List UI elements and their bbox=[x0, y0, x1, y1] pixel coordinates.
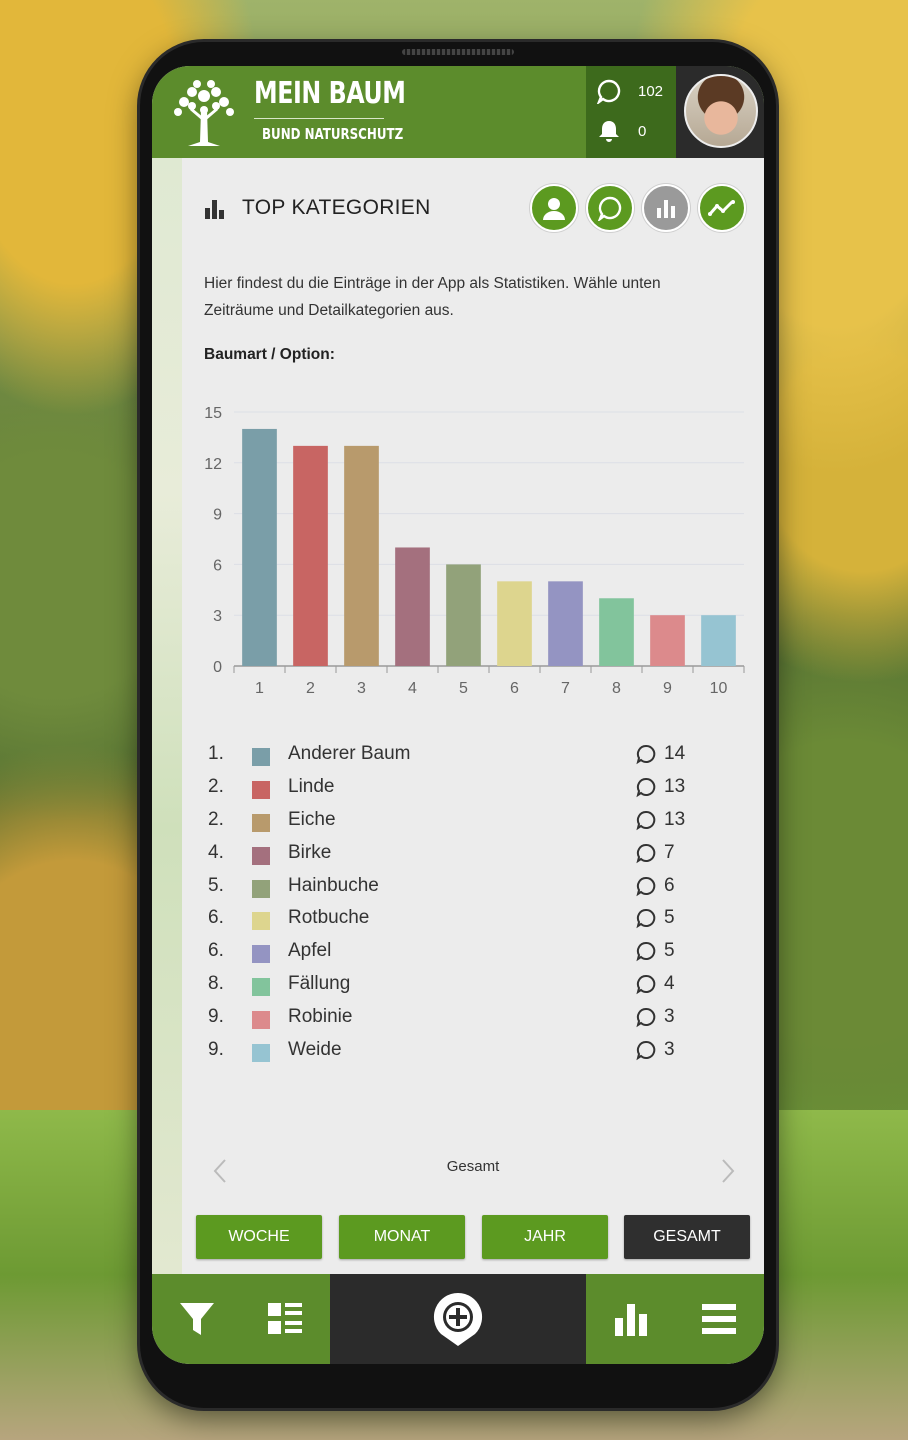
map-background-strip bbox=[152, 158, 182, 1274]
bottom-navigation bbox=[152, 1274, 764, 1364]
period-label: Gesamt bbox=[446, 1158, 500, 1175]
legend-rank: 6. bbox=[208, 907, 224, 929]
x-tick-label: 1 bbox=[255, 680, 264, 697]
legend-rank: 9. bbox=[208, 1006, 224, 1028]
list-view-icon[interactable] bbox=[266, 1300, 304, 1338]
user-stats-button[interactable] bbox=[530, 184, 578, 232]
legend-row bbox=[208, 907, 748, 940]
legend-count: 7 bbox=[664, 841, 675, 863]
y-tick-label: 12 bbox=[204, 455, 222, 473]
legend-count: 14 bbox=[664, 743, 686, 764]
legend-label: Eiche bbox=[288, 808, 336, 830]
entry-pin-icon bbox=[636, 744, 656, 766]
legend-label: Weide bbox=[288, 1039, 342, 1061]
legend-label: Anderer Baum bbox=[288, 743, 411, 764]
avatar[interactable] bbox=[684, 74, 758, 148]
legend-swatch bbox=[252, 1011, 270, 1029]
bar bbox=[650, 615, 685, 666]
legend-count: 3 bbox=[664, 1039, 675, 1061]
entry-pin-icon bbox=[636, 1007, 656, 1029]
legend-row bbox=[208, 809, 748, 842]
bar-chart-icon bbox=[204, 196, 226, 220]
app-subtitle: BUND NATURSCHUTZ bbox=[262, 125, 404, 143]
bar bbox=[599, 598, 634, 666]
statistics-icon[interactable] bbox=[612, 1300, 650, 1338]
legend-swatch bbox=[252, 978, 270, 996]
entry-pin-icon bbox=[636, 777, 656, 799]
legend-count: 13 bbox=[664, 808, 686, 830]
legend-rank: 9. bbox=[208, 1039, 224, 1061]
profile-area[interactable] bbox=[676, 66, 764, 158]
legend-swatch bbox=[252, 781, 270, 799]
entry-pin-icon bbox=[636, 876, 656, 898]
category-label: Baumart / Option: bbox=[204, 346, 335, 363]
entries-counter[interactable] bbox=[586, 76, 676, 106]
legend-swatch bbox=[252, 945, 270, 963]
legend-label: Rotbuche bbox=[288, 907, 370, 929]
bar bbox=[293, 446, 328, 666]
legend-label: Birke bbox=[288, 841, 332, 863]
legend-row bbox=[208, 875, 748, 908]
bar-chart-icon bbox=[654, 196, 678, 220]
bar bbox=[242, 429, 277, 666]
app-header bbox=[152, 66, 764, 158]
app-title: MEIN BAUM bbox=[254, 76, 406, 111]
legend-row bbox=[208, 1006, 748, 1039]
page-title: TOP KATEGORIEN bbox=[242, 196, 431, 219]
bar bbox=[446, 564, 481, 666]
entries-count: 102 bbox=[638, 83, 664, 100]
legend-count: 3 bbox=[664, 1006, 675, 1028]
top-categories-button[interactable] bbox=[642, 184, 690, 232]
notifications-count: 0 bbox=[638, 123, 647, 140]
x-tick-label: 8 bbox=[612, 680, 621, 697]
x-tick-label: 4 bbox=[408, 680, 417, 697]
category-legend bbox=[208, 743, 748, 1072]
legend-rank: 8. bbox=[208, 973, 224, 995]
legend-swatch bbox=[252, 814, 270, 832]
legend-swatch bbox=[252, 912, 270, 930]
week-button[interactable]: WOCHE bbox=[196, 1215, 322, 1259]
legend-label: Fällung bbox=[288, 973, 351, 995]
next-period-arrow-icon[interactable] bbox=[720, 1158, 736, 1184]
x-tick-label: 10 bbox=[709, 680, 728, 697]
trend-line-icon bbox=[708, 196, 736, 220]
legend-rank: 2. bbox=[208, 775, 224, 797]
bar bbox=[395, 547, 430, 666]
y-tick-label: 3 bbox=[213, 608, 222, 626]
phone-frame bbox=[140, 42, 776, 1408]
bell-icon bbox=[596, 118, 622, 144]
legend-row bbox=[208, 842, 748, 875]
x-tick-label: 3 bbox=[357, 680, 366, 697]
bar bbox=[548, 581, 583, 666]
statistics-panel bbox=[182, 158, 764, 1274]
entry-pin-icon bbox=[597, 195, 623, 221]
y-tick-label: 0 bbox=[213, 659, 222, 676]
legend-label: Hainbuche bbox=[288, 874, 379, 896]
legend-count: 4 bbox=[664, 973, 675, 995]
notifications-counter[interactable] bbox=[586, 116, 676, 146]
entry-pin-icon bbox=[596, 78, 622, 104]
legend-rank: 6. bbox=[208, 940, 224, 962]
legend-rank: 1. bbox=[208, 743, 224, 764]
legend-label: Apfel bbox=[288, 940, 332, 962]
legend-label: Linde bbox=[288, 775, 335, 797]
entry-pin-icon bbox=[636, 843, 656, 865]
legend-row bbox=[208, 776, 748, 809]
y-tick-label: 9 bbox=[213, 506, 222, 524]
legend-row bbox=[208, 743, 748, 776]
trend-stats-button[interactable] bbox=[698, 184, 746, 232]
speaker-grille bbox=[402, 49, 514, 55]
entries-stats-button[interactable] bbox=[586, 184, 634, 232]
top-categories-chart bbox=[192, 388, 752, 698]
x-tick-label: 5 bbox=[459, 680, 468, 697]
legend-row bbox=[208, 973, 748, 1006]
legend-rank: 4. bbox=[208, 841, 224, 863]
legend-count: 5 bbox=[664, 907, 675, 929]
total-button[interactable]: GESAMT bbox=[624, 1215, 750, 1259]
x-tick-label: 9 bbox=[663, 680, 672, 697]
legend-swatch bbox=[252, 880, 270, 898]
y-tick-label: 6 bbox=[213, 557, 222, 575]
entry-pin-icon bbox=[636, 974, 656, 996]
y-tick-label: 15 bbox=[204, 405, 222, 422]
legend-count: 5 bbox=[664, 940, 675, 962]
filter-icon[interactable] bbox=[178, 1300, 216, 1338]
bar bbox=[344, 446, 379, 666]
month-button[interactable]: MONAT bbox=[339, 1215, 465, 1259]
entry-pin-icon bbox=[636, 941, 656, 963]
user-icon bbox=[541, 195, 567, 221]
counters-panel bbox=[586, 66, 676, 158]
entry-pin-icon bbox=[636, 908, 656, 930]
menu-icon[interactable] bbox=[700, 1300, 738, 1338]
bar bbox=[701, 615, 736, 666]
legend-label: Robinie bbox=[288, 1006, 353, 1028]
add-entry-icon[interactable] bbox=[430, 1290, 486, 1348]
tree-logo-icon bbox=[164, 72, 244, 152]
legend-row bbox=[208, 940, 748, 973]
legend-swatch bbox=[252, 748, 270, 766]
description-text: Hier findest du die Einträge in der App als Statistiken. Wähle unten Zeiträume und Detailkategorien aus. bbox=[204, 275, 661, 319]
legend-swatch bbox=[252, 1044, 270, 1062]
bar bbox=[497, 581, 532, 666]
app-screen bbox=[152, 66, 764, 1364]
logo-divider bbox=[254, 118, 384, 119]
x-tick-label: 2 bbox=[306, 680, 315, 697]
entry-pin-icon bbox=[636, 810, 656, 832]
entry-pin-icon bbox=[636, 1040, 656, 1062]
legend-count: 13 bbox=[664, 775, 686, 797]
legend-count: 6 bbox=[664, 874, 675, 896]
legend-rank: 2. bbox=[208, 808, 224, 830]
legend-swatch bbox=[252, 847, 270, 865]
x-tick-label: 6 bbox=[510, 680, 519, 697]
legend-rank: 5. bbox=[208, 874, 224, 896]
legend-row bbox=[208, 1039, 748, 1072]
x-tick-label: 7 bbox=[561, 680, 570, 697]
year-button[interactable]: JAHR bbox=[482, 1215, 608, 1259]
